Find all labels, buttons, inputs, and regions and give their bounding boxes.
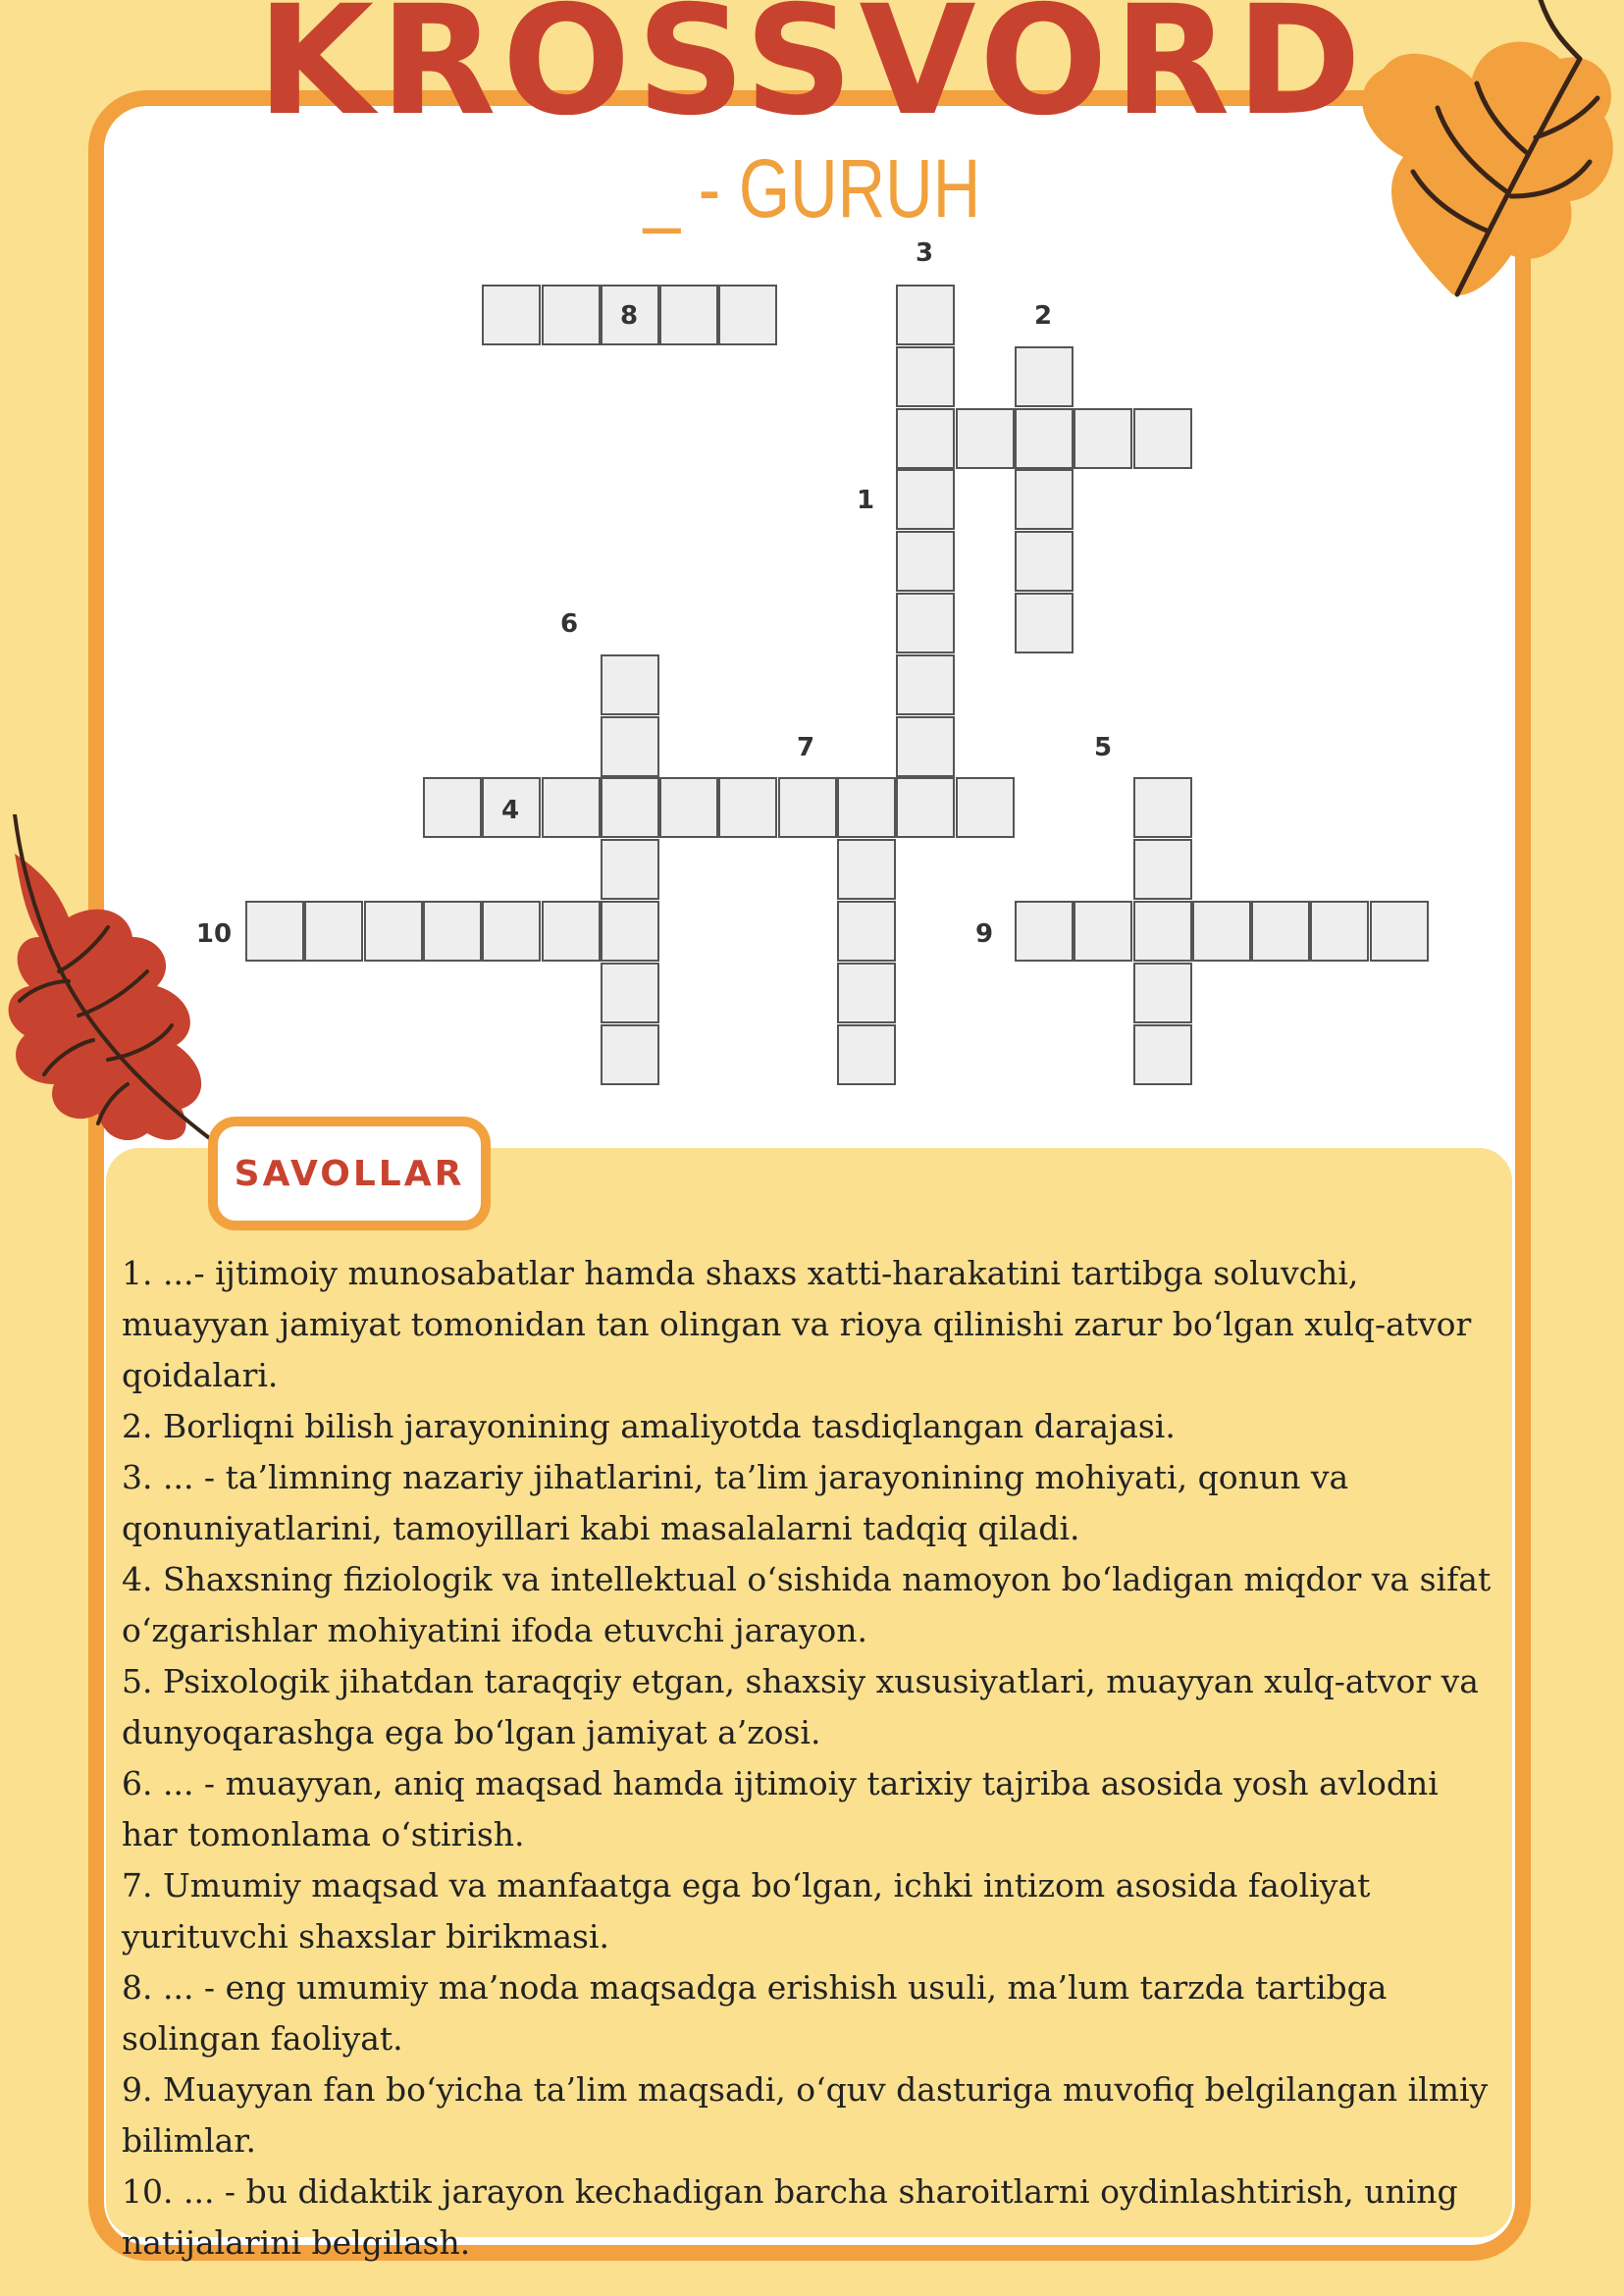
crossword-cell[interactable]: [304, 901, 363, 962]
crossword-cell[interactable]: [1015, 901, 1074, 962]
questions-tab-label: SAVOLLAR: [234, 1153, 465, 1194]
crossword-cell[interactable]: [1015, 593, 1074, 653]
crossword-cell[interactable]: [1015, 408, 1074, 469]
crossword-cell[interactable]: [1133, 408, 1192, 469]
crossword-cell[interactable]: [423, 777, 482, 838]
crossword-cell[interactable]: [245, 901, 304, 962]
question-item: 1. ...- ijtimoiy munosabatlar hamda shaxs xatti-harakatini tartibga soluvchi, muayyan jamiyat tomonidan tan olingan va rioya qilinishi zarur bo‘lgan xulq-atvor qoidalari.: [122, 1254, 1472, 1394]
crossword-cell[interactable]: [601, 901, 659, 962]
crossword-cell[interactable]: [896, 777, 955, 838]
crossword-cell[interactable]: [601, 716, 659, 777]
crossword-cell[interactable]: [601, 777, 659, 838]
question-item: 5. Psixologik jihatdan taraqqiy etgan, shaxsiy xususiyatlari, muayyan xulq-atvor va dunyoqarashga ega bo‘lgan jamiyat a’zosi.: [122, 1662, 1479, 1751]
crossword-cell[interactable]: [482, 901, 541, 962]
crossword-cell[interactable]: [718, 285, 777, 345]
clue-number: 5: [1093, 733, 1113, 762]
crossword-cell[interactable]: [1015, 469, 1074, 530]
crossword-cell[interactable]: [778, 777, 837, 838]
crossword-cell[interactable]: [542, 777, 601, 838]
crossword-cell[interactable]: [1015, 346, 1074, 407]
question-item: 6. ... - muayyan, aniq maqsad hamda ijtimoiy tarixiy tajriba asosida yosh avlodni har tomonlama o‘stirish.: [122, 1764, 1439, 1853]
crossword-cell[interactable]: [1133, 839, 1192, 900]
crossword-cell[interactable]: [1133, 1024, 1192, 1085]
crossword-cell[interactable]: [423, 901, 482, 962]
crossword-cell[interactable]: [1251, 901, 1310, 962]
crossword-cell[interactable]: [896, 654, 955, 715]
crossword-cell[interactable]: [1370, 901, 1429, 962]
question-item: 10. ... - bu didaktik jarayon kechadigan barcha sharoitlarni oydinlashtirish, uning natijalarini belgilash.: [122, 2172, 1458, 2262]
oak-leaf-red-icon: [0, 814, 236, 1148]
crossword-cell[interactable]: [896, 593, 955, 653]
crossword-cell[interactable]: [601, 963, 659, 1023]
clue-number: 2: [1033, 301, 1053, 331]
crossword-cell[interactable]: [896, 285, 955, 345]
crossword-cell[interactable]: [482, 285, 541, 345]
crossword-cell[interactable]: [956, 777, 1015, 838]
crossword-cell[interactable]: [1133, 963, 1192, 1023]
crossword-cell[interactable]: [896, 408, 955, 469]
crossword-cell[interactable]: [1074, 901, 1132, 962]
crossword-cell[interactable]: [1133, 901, 1192, 962]
crossword-cell[interactable]: [837, 901, 896, 962]
crossword-cell[interactable]: [837, 839, 896, 900]
clue-number: 9: [974, 919, 994, 949]
question-item: 4. Shaxsning fiziologik va intellektual o‘sishida namoyon bo‘ladigan miqdor va sifat o‘zgarishlar mohiyatini ifoda etuvchi jarayon.: [122, 1560, 1492, 1649]
clue-number: 10: [195, 919, 233, 949]
crossword-cell[interactable]: [896, 716, 955, 777]
group-subtitle: _ - GURUH: [643, 142, 981, 235]
crossword-cell[interactable]: [896, 531, 955, 592]
crossword-cell[interactable]: [659, 285, 718, 345]
crossword-cell[interactable]: [718, 777, 777, 838]
question-item: 8. ... - eng umumiy ma’noda maqsadga erishish usuli, ma’lum tarzda tartibga solingan faoliyat.: [122, 1968, 1388, 2058]
crossword-cell[interactable]: [364, 901, 423, 962]
crossword-cell[interactable]: [1015, 531, 1074, 592]
crossword-cell[interactable]: [1133, 777, 1192, 838]
crossword-cell[interactable]: [659, 777, 718, 838]
clue-number: 1: [856, 486, 875, 515]
clue-number: 7: [796, 733, 815, 762]
clue-number: 8: [619, 301, 639, 331]
crossword-cell[interactable]: [837, 963, 896, 1023]
questions-tab: [208, 1117, 491, 1230]
crossword-cell[interactable]: [896, 469, 955, 530]
crossword-cell[interactable]: [601, 839, 659, 900]
crossword-cell[interactable]: [1310, 901, 1369, 962]
crossword-cell[interactable]: [542, 285, 601, 345]
crossword-cell[interactable]: [1074, 408, 1132, 469]
page-title: KROSSVORD: [256, 0, 1368, 149]
question-item: 3. ... - ta’limning nazariy jihatlarini, ta’lim jarayonining mohiyati, qonun va qonuniyatlarini, tamoyillari kabi masalalarni tadqiq qiladi.: [122, 1458, 1349, 1547]
questions-list: [122, 1248, 1495, 2269]
crossword-cell[interactable]: [1192, 901, 1251, 962]
crossword-cell[interactable]: [601, 1024, 659, 1085]
question-item: 7. Umumiy maqsad va manfaatga ega bo‘lgan, ichki intizom asosida faoliyat yurituvchi shaxslar birikmasi.: [122, 1866, 1371, 1956]
crossword-cell[interactable]: [896, 346, 955, 407]
clue-number: 4: [500, 796, 520, 825]
crossword-cell[interactable]: [837, 777, 896, 838]
clue-number: 6: [559, 609, 579, 639]
clue-number: 3: [915, 238, 934, 268]
crossword-cell[interactable]: [837, 1024, 896, 1085]
crossword-cell[interactable]: [542, 901, 601, 962]
crossword-cell[interactable]: [956, 408, 1015, 469]
crossword-cell[interactable]: [601, 654, 659, 715]
question-item: 9. Muayyan fan bo‘yicha ta’lim maqsadi, o‘quv dasturiga muvofiq belgilangan ilmiy bilimlar.: [122, 2070, 1489, 2160]
question-item: 2. Borliqni bilish jarayonining amaliyotda tasdiqlangan darajasi.: [122, 1407, 1176, 1445]
